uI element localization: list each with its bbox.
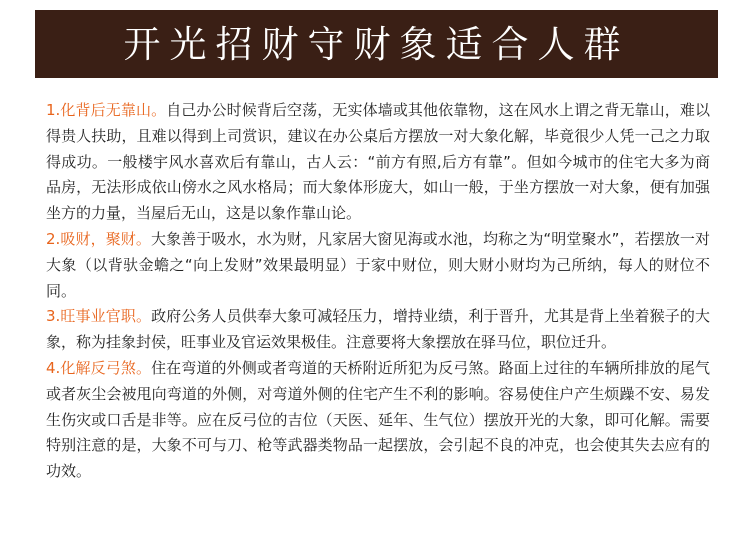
title-banner	[35, 10, 718, 78]
section-3-heading: 3.旺事业官职。	[46, 307, 152, 326]
section-3	[46, 304, 710, 356]
section-1-heading: 1.化背后无靠山。	[46, 101, 167, 119]
section-2	[46, 227, 710, 304]
section-1	[46, 98, 710, 227]
section-3-text: 政府公务人员供奉大象可减轻压力，增持业绩，利于晋升，尤其是背上坐着猴子的大象，称为挂象封侯，旺事业及官运效果极佳。注意要将大象摆放在驿马位，职位迁升。	[46, 307, 710, 352]
section-2-heading: 2.吸财，聚财。	[46, 229, 151, 248]
section-1-text: 自己办公时候背后空荡，无实体墙或其他依靠物，这在风水上谓之背无靠山，难以得贵人扶助，且难以得到上司赏识，建议在办公桌后方摆放一对大象化解，毕竟很少人凭一己之力取得成功。一般楼宇风水喜欢后有靠山，古人云：“前方有照,后方有靠”。但如今城市的住宅大多为商品房，无法形成依山傍水之风水格局；而大象体形庞大，如山一般，于坐方摆放一对大象，便有加强坐方的力量，当屋后无山，这是以象作靠山论。	[46, 101, 710, 223]
page-title: 开光招财守财象适合人群	[123, 22, 630, 66]
content-body	[46, 98, 710, 485]
section-2-text: 大象善于吸水，水为财，凡家居大窗见海或水池，均称之为“明堂聚水”，若摆放一对大象（以背驮金蟾之“向上发财”效果最明显）于家中财位，则大财小财均为己所纳，每人的财位不同。	[46, 229, 711, 300]
section-4	[46, 356, 710, 485]
section-4-heading: 4.化解反弓煞。	[46, 358, 152, 377]
section-4-text: 住在弯道的外侧或者弯道的天桥附近所犯为反弓煞。路面上过往的车辆所排放的尾气或者灰尘会被甩向弯道的外侧，对弯道外侧的住宅产生不利的影响。容易使住户产生烦躁不安、易发生伤灾或口舌是非等。应在反弓位的吉位（天医、延年、生气位）摆放开光的大象，即可化解。需要特别注意的是，大象不可与刀、枪等武器类物品一起摆放，会引起不良的冲克，也会使其失去应有的功效。	[46, 358, 710, 481]
